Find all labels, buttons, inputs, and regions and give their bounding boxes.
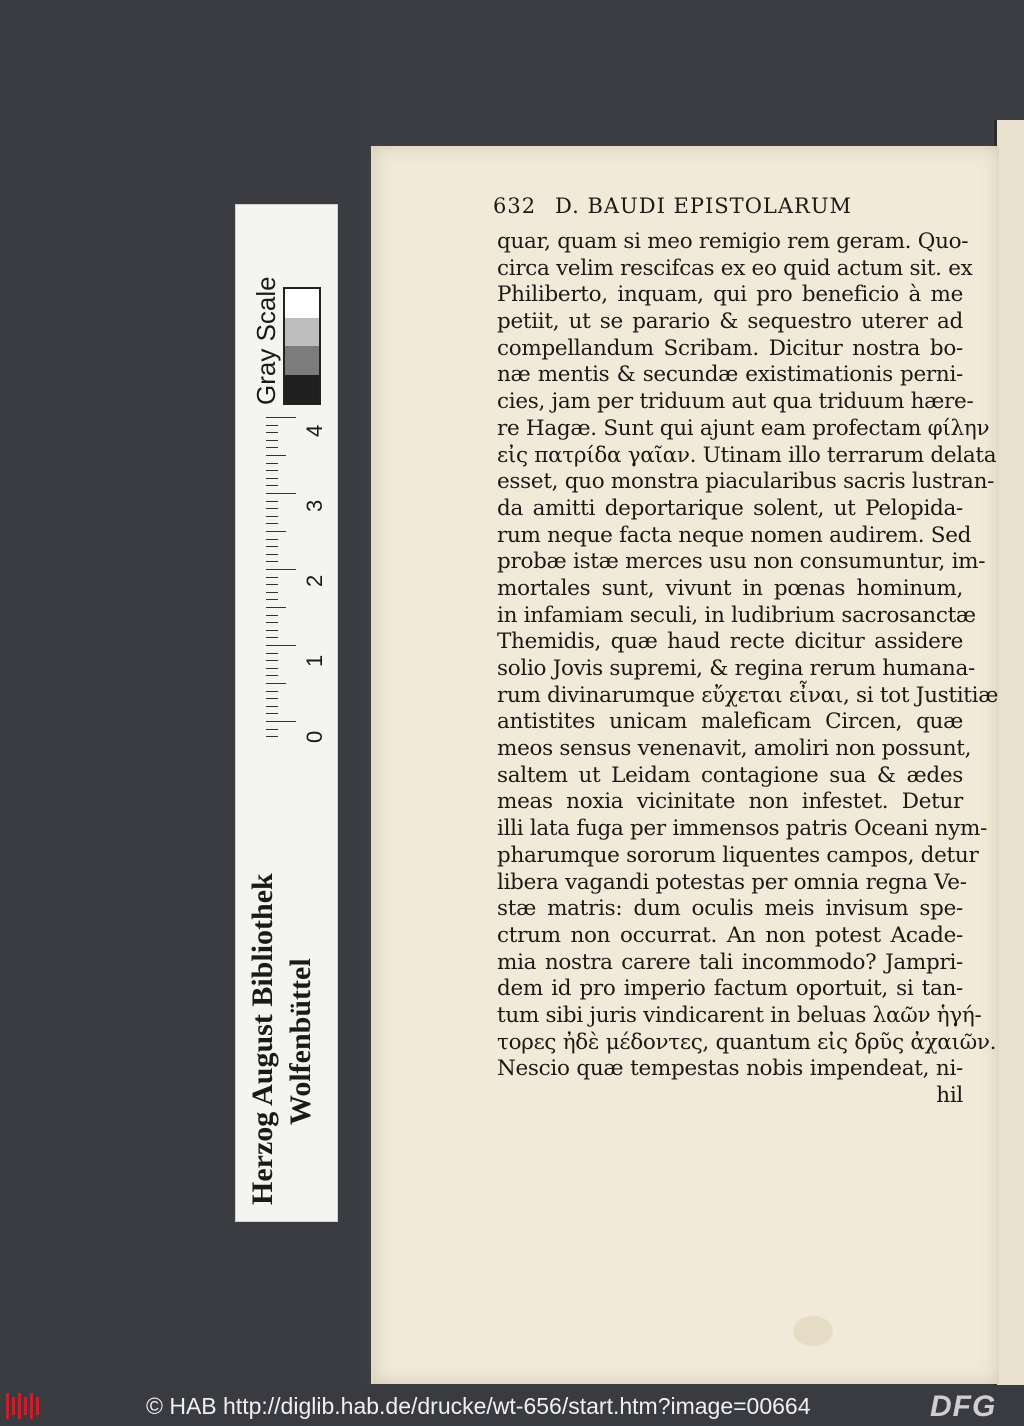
text-line: pharumque sororum liquentes campos, detur	[497, 842, 979, 868]
gray-scale-label: Gray Scale	[251, 276, 281, 405]
text-line: esset, quo monstra piacularibus sacris lustran-	[497, 469, 995, 495]
hab-logo-icon	[6, 1393, 42, 1419]
text-line: εἰς πατρίδα γαῖαν. Utinam illo terrarum delata	[497, 442, 997, 468]
text-line: meas noxia vicinitate non infestet. Detur	[497, 789, 963, 815]
text-line: tum sibi juris vindicarent in beluas λαῶν ἡγή-	[497, 1002, 982, 1028]
text-line: Nescio quæ tempestas nobis impendeat, ni-	[497, 1056, 963, 1082]
text-line: saltem ut Leidam contagione sua & ædes	[497, 762, 963, 788]
ruler-number: 3	[302, 499, 327, 512]
color-ruler-card	[235, 204, 338, 1222]
text-line: rum divinarumque εὔχεται εἶναι, si tot Justitiæ	[497, 682, 999, 708]
page-body	[497, 229, 999, 1110]
text-line: re Hagæ. Sunt qui ajunt eam profectam φίλην	[497, 415, 990, 441]
gray-scale-swatches	[283, 287, 321, 405]
text-line: circa velim rescifcas ex eo quid actum sit. ex	[497, 255, 973, 281]
copyright-link[interactable]: © HAB http://diglib.hab.de/drucke/wt-656/start.htm?image=00664	[146, 1393, 811, 1419]
text-line: stæ matris: dum oculis meis invisum spe-	[497, 896, 963, 922]
institution-city: Wolfenbüttel	[284, 958, 317, 1125]
text-line: libera vagandi potestas per omnia regna Ve-	[497, 869, 967, 895]
text-line: næ mentis & secundæ existimationis perni-	[497, 362, 963, 388]
text-line: quar, quam si meo remigio rem geram. Quo-	[497, 229, 969, 254]
ruler-number: 0	[302, 730, 327, 743]
book-page	[371, 146, 999, 1384]
running-head	[493, 194, 852, 218]
text-line: antistites unicam maleficam Circen, quæ	[497, 709, 963, 735]
text-line: mia nostra carere tali incommodo? Jampri-	[497, 949, 963, 975]
text-line: in infamiam seculi, in ludibrium sacrosanctæ	[497, 602, 976, 628]
footer-bar	[0, 1385, 1024, 1426]
text-line: mortales sunt, vivunt in pœnas hominum,	[497, 575, 963, 601]
text-line: solio Jovis supremi, & regina rerum humana-	[497, 656, 975, 681]
catchword: hil	[936, 1083, 963, 1108]
text-line: Themidis, quæ haud recte dicitur assidere	[497, 629, 963, 655]
dfg-logo: DFG	[930, 1390, 997, 1423]
page-number: 632	[493, 194, 537, 218]
text-line: petiit, ut se parario & sequestro uterer ad	[497, 309, 963, 335]
ruler-number: 4	[302, 424, 327, 437]
institution-name: Herzog August Bibliothek	[246, 873, 279, 1205]
text-line: illi lata fuga per immensos patris Oceani nym-	[497, 816, 988, 842]
text-line: meos sensus venenavit, amoliri non possunt,	[497, 736, 972, 762]
text-line: rum neque facta neque nomen audirem. Sed	[497, 522, 972, 548]
text-line: ctrum non occurrat. An non potest Acade-	[497, 922, 963, 948]
ruler-number: 1	[302, 654, 327, 667]
text-line: dem id pro imperio factum oportuit, si tan-	[497, 976, 963, 1002]
text-line: Philiberto, inquam, qui pro beneficio à me	[497, 282, 963, 308]
ruler-number: 2	[302, 574, 327, 587]
text-line: probæ istæ merces usu non consumuntur, im-	[497, 549, 986, 575]
text-line: τορες ἠδὲ μέδοντες, quantum εἰς δρῦς ἀχαιῶν.	[497, 1029, 997, 1055]
running-head-title: D. BAUDI EPISTOLARUM	[555, 194, 853, 218]
text-line: compellandum Scribam. Dicitur nostra bo-	[497, 335, 963, 361]
text-line: cies, jam per triduum aut qua triduum hære-	[497, 389, 974, 415]
text-line: da amitti deportarique solent, ut Pelopida-	[497, 495, 963, 521]
